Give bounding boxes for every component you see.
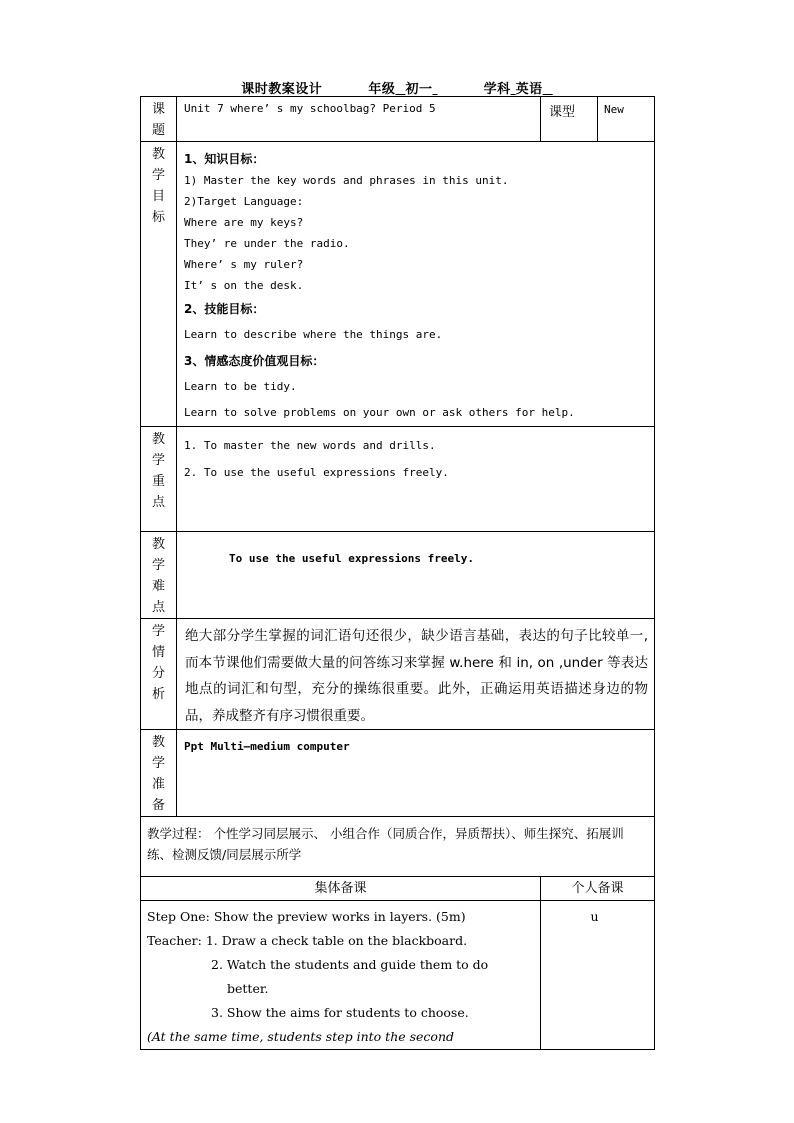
preparation-label: 教 学 准 备: [141, 730, 177, 817]
key-points-row: [141, 427, 655, 532]
plan-columns-header: [141, 877, 655, 901]
preparation-content: Ppt Multi—medium computer: [177, 730, 655, 817]
objective-line: It’ s on the desk.: [184, 279, 304, 292]
difficulties-label: 教 学 难 点: [141, 532, 177, 619]
step-line: 2. Watch the students and guide them to do: [211, 957, 489, 972]
step-line: Step One: Show the preview works in layers. (5m): [147, 909, 466, 924]
header-title: 课时教案设计: [241, 82, 323, 97]
key-points-label: 教 学 重 点: [141, 427, 177, 532]
page-header: [0, 78, 794, 97]
grade-label: 年级: [368, 82, 396, 97]
objectives-label: 教 学 目 标: [141, 142, 177, 427]
difficulties-row: [141, 532, 655, 619]
difficulties-content: To use the useful expressions freely.: [177, 532, 655, 619]
knowledge-heading: 1、知识目标：: [184, 152, 265, 166]
skill-line: Learn to describe where the things are.: [184, 328, 443, 341]
step-line: Teacher: 1. Draw a check table on the blackboard.: [147, 933, 468, 948]
analysis-label: 学 情 分 析: [141, 619, 177, 730]
process-row: [141, 817, 655, 877]
objective-line: They’ re under the radio.: [184, 237, 350, 250]
process-content: 教学过程： 个性学习同层展示、 小组合作（同质合作，异质帮扶）、师生探究、拓展训练、检测反馈/同层展示所学: [141, 817, 655, 877]
collective-header: 集体备课: [141, 877, 541, 901]
key-point-line: 1. To master the new words and drills.: [184, 439, 436, 452]
preparation-row: [141, 730, 655, 817]
analysis-row: [141, 619, 655, 730]
objective-line: Where are my keys?: [184, 216, 304, 229]
step-line: 3. Show the aims for students to choose.: [211, 1005, 469, 1020]
lesson-type-label: 课型: [541, 97, 598, 142]
key-points-content: [177, 427, 655, 532]
step-line: (At the same time, students step into the second: [147, 1029, 455, 1044]
objective-line: 1) Master the key words and phrases in this unit.: [184, 174, 509, 187]
key-point-line: 2. To use the useful expressions freely.: [184, 466, 449, 479]
subject-label: 学科: [483, 82, 511, 97]
steps-row: [141, 901, 655, 1050]
personal-header: 个人备课: [541, 877, 655, 901]
attitude-heading: 3、情感态度价值观目标：: [184, 354, 325, 368]
attitude-line: Learn to be tidy.: [184, 380, 297, 393]
steps-content: [141, 901, 541, 1050]
objectives-content: [177, 142, 655, 427]
lesson-plan-table: [140, 96, 655, 1050]
grade-value: 初一: [405, 82, 433, 97]
personal-note: u: [541, 901, 655, 1050]
topic-label: 课 题: [141, 97, 177, 142]
objectives-row: [141, 142, 655, 427]
objective-line: 2)Target Language:: [184, 195, 304, 208]
skill-heading: 2、技能目标：: [184, 302, 265, 316]
analysis-content: 绝大部分学生掌握的词汇语句还很少，缺少语言基础，表达的句子比较单一,而本节课他们需要做大量的问答练习来掌握 w.here 和 in, on ,under 等表达地点的词汇和句型，充分的操练很重要。此外，正确运用英语描述身边的物品，养成整齐有序习惯很重要。: [177, 619, 655, 730]
attitude-line: Learn to solve problems on your own or ask others for help.: [184, 406, 575, 419]
step-line: better.: [227, 981, 269, 996]
topic-value: Unit 7 where’ s my schoolbag? Period 5: [177, 97, 541, 142]
subject-value: 英语: [515, 82, 543, 97]
topic-row: [141, 97, 655, 142]
objective-line: Where’ s my ruler?: [184, 258, 304, 271]
lesson-type-value: New: [598, 97, 655, 142]
